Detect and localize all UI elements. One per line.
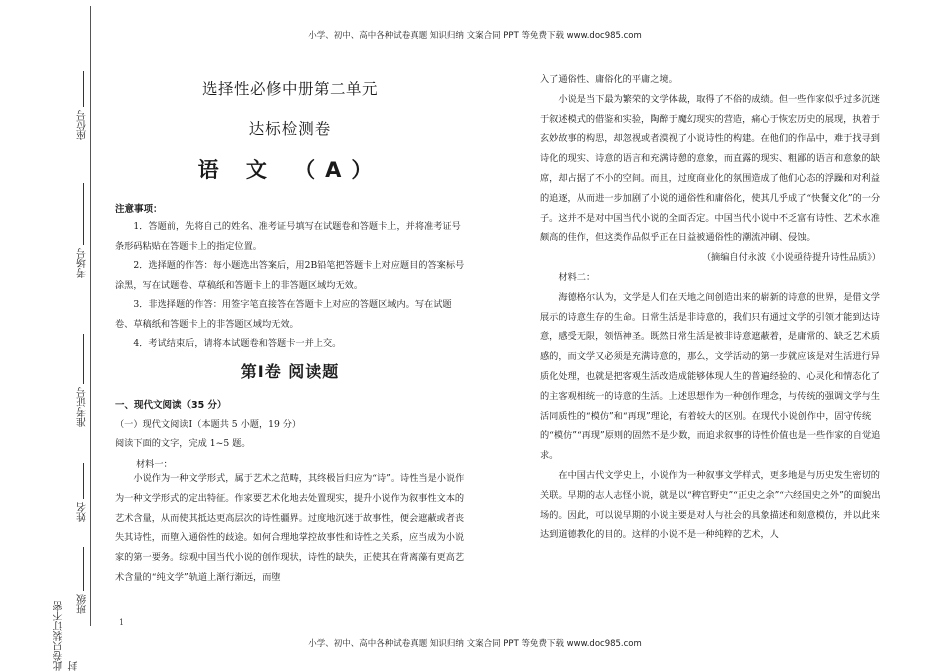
class-label: 班级 <box>76 544 90 618</box>
body-paragraph: 入了通俗性、庸俗化的平庸之境。 <box>540 74 678 85</box>
body-paragraph: 小说是当下最为繁荣的文学体裁，取得了不俗的成绩。但一些作家似乎过多沉迷于叙述模式的借鉴和实验，陶醉于魔幻现实的营造，痛心于恢宏历史的展现，执着于玄妙故事的构思，却忽视或者漠视了小说诗性的构建。在他们的作品中，难于找寻到诗化的现实、诗意的语言和充满诗憩的意象，而直露的现实、粗鄙的语言和意象的缺席，却占据了不小的空间。而且，过度商业化的氛围造成了他们心态的浮躁和对利益的追逐，从而进一步加剧了小说的通俗性和庸俗化，使其几乎成了“快餐文化”的一分子。这并不是对中国当代小说的全面否定。中国当代小说中不乏富有诗性、艺术水准颇高的佳作，但这类作品似乎正在日益被通俗性的潮流冲刷、侵蚀。 <box>540 93 881 244</box>
part-heading: 一、现代文阅读（35 分） <box>115 400 227 411</box>
page-tick: 1 <box>119 618 125 627</box>
subpart-heading: （一）现代文阅读Ⅰ（本题共 5 小题，19 分） <box>115 419 302 430</box>
exam-room-label: 考场号 <box>76 178 90 284</box>
name-label: 姓名 <box>76 460 90 526</box>
body-paragraph: 小说作为一种文学形式，属于艺术之范畴，其终极旨归应为“诗”。诗性当是小说作为一种文学形式的定出特征。作家要艺术化地去处置现实，提升小说作为叙事性文本的艺术含量，从而使其抵达更高层次的诗性疆界。过度地沉迷于故事性，便会遮蔽或者丧失其诗性，而堕入通俗性的歧途。如何合理地掌控故事性和诗性之关系，应当成为小说家的第一要务。综观中国当代小说的创作现状，诗性的缺失，正使其在背离藻有更高艺术含量的“纯文学”轨道上渐行渐远，而堕 <box>115 473 465 583</box>
body-paragraph: 海德格尔认为，文学是人们在天地之间创造出来的崭新的诗意的世界，是借文学展示的诗意生存的生命。日常生活是非诗意的，我们只有通过文学的引领才能到达诗意，感受无限，领悟神圣。既然日常生活是被非诗意遮蔽着，是庸常的、缺乏艺术质感的，而文学又必须是充满诗意的，那么，文学活动的第一步就应该是对生活进行异质化处理，也就是把客观生活改造成能够体现人生的普遍经验的、心灵化和情态化了的主客观相统一的诗意的生活。上述思想作为一种创作理念，与传统的强调文学与生活同质性的“模仿”和“再现”理论，有着较大的区别。在现代小说创作中，固守传统的“模仿”“再现”原则的固然不是少数，而追求叙事的诗性价值也是一些作家的自觉追求。 <box>540 291 881 462</box>
subject-title: 语 文 （A） <box>197 158 383 182</box>
seal-notice: 此卷只装订不密封 <box>54 601 80 671</box>
note-item: 3．非选择题的作答：用签字笔直接答在答题卡上对应的答题区域内。写在试题卷、草稿纸和答题卡上的非答题区域均无效。 <box>115 299 452 330</box>
notes-list <box>115 217 465 354</box>
section-title: 第Ⅰ卷 阅读题 <box>240 362 340 381</box>
note-item: 1．答题前，先将自己的姓名、准考证号填写在试题卷和答题卡上，并将准考证号条形码粘贴在答题卡上的指定位置。 <box>115 221 461 252</box>
page-footer: 小学、初中、高中各种试卷真题 知识归纳 文案合同 PPT 等免费下载 www.doc985.com <box>308 639 642 649</box>
exam-title-line1: 选择性必修中册第二单元 <box>201 80 378 98</box>
binding-line <box>90 6 91 626</box>
left-column-text <box>115 469 465 588</box>
right-column-text <box>540 70 881 545</box>
exam-title-line2: 达标检测卷 <box>248 120 332 138</box>
page-header: 小学、初中、高中各种试卷真题 知识归纳 文案合同 PPT 等免费下载 www.doc985.com <box>308 31 642 41</box>
notes-heading: 注意事项： <box>115 204 163 215</box>
note-item: 2．选择题的作答：每小题选出答案后，用2B铅笔把答题卡上对应题目的答案标号涂黑，写在试题卷、草稿纸和答题卡上的非答题区域均无效。 <box>115 260 465 291</box>
material2-label: 材料二： <box>558 271 596 283</box>
seat-number-label: 座位号 <box>76 66 90 146</box>
ticket-number-label: 准考证号 <box>76 328 90 434</box>
reading-instruction: 阅读下面的文字，完成 1~5 题。 <box>115 438 251 449</box>
body-paragraph: 在中国古代文学史上，小说作为一种叙事文学样式，更多地是与历史发生密切的关联。早期的志人志怪小说，就是以“稗官野史”“正史之余”“六经国史之外”的面貌出场的。因此，可以说早期的小说主要是对人与社会的具象描述和刻意模仿，并以此来达到道德教化的目的。这样的小说不是一种纯粹的艺术，人 <box>540 469 881 541</box>
material1-label: 材料一： <box>136 459 173 470</box>
citation: （摘编自付永波《小说亟待提升诗性品质》） <box>701 252 881 264</box>
note-item: 4．考试结束后，请将本试题卷和答题卡一并上交。 <box>133 338 342 349</box>
